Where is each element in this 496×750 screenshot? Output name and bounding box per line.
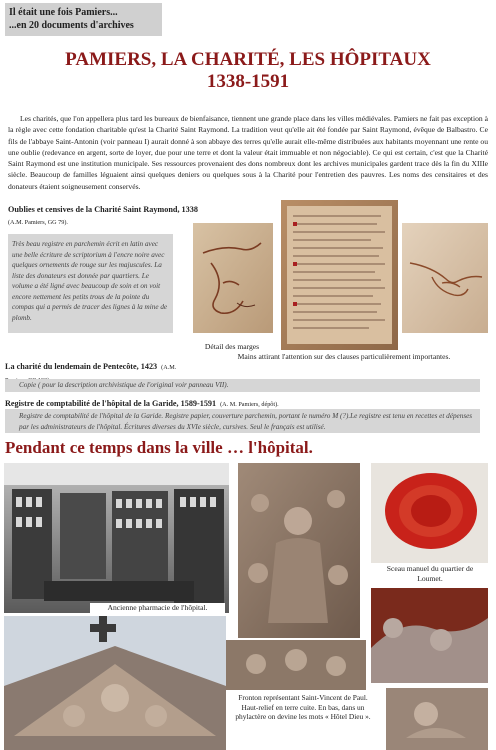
lendemain-note: Copie ( pour la description archivistique de l'original voir panneau VII). (5, 379, 480, 392)
seal-photo (371, 463, 488, 563)
margin-detail-photo-1 (193, 223, 273, 333)
saint-sculpture-photo (238, 463, 360, 638)
pharmacy-photo (4, 463, 229, 613)
series-label-line2: ...en 20 documents d'archives (9, 20, 134, 31)
section-heading: Pendant ce temps dans la ville … l'hôpital. (5, 438, 313, 457)
sculpture-detail-photo (226, 640, 366, 690)
register-page-photo (281, 200, 398, 350)
garide-heading: Registre de comptabilité de l'hôpital de la Garide, 1589-1591 (5, 399, 217, 408)
lendemain-source: (A.M. (161, 364, 177, 371)
intro-paragraph: Les charités, que l'on appellera plus tard les bureaux de bienfaisance, tiennent une grande place dans les villes médiévales. Pamiers ne fait pas exception à la règle avec cette fondation charitable qu'est la Charité Saint Raymond. La tradition veut qu'elle ait été fondée par Saint Raymond, évêque de Balbastro. Ce fils de l'abbaye Saint-Antonin (voir panneau I) aurait donné à son abbaye des terres qu'elle aurait elle-même distribuées aux habitants moyennant une rente ou une oublie (redevance en argent, sorte de loyer, due pour une terre et dont la valeur était immuable et non négociable). Ce qui est certain, c'est que la Charité Saint Raymond est une institution municipale. Ses ressources provenaient des dons nombreux dont les archives municipales gardent trace dès la fin du XIIIe siècle. Beaucoup de familles léguaient ainsi quelques deniers ou quelques sous à la Charité pour l'entretien des pauvres. Les noms des censitaires et des donateurs étaient soigneusement conservés. (8, 114, 488, 191)
oublies-source: (A.M. Pamiers, GG 79). (8, 219, 68, 226)
garide-source: (A. M. Pamiers, dépôt). (220, 401, 279, 408)
oublies-heading: Oublies et censives de la Charité Saint Raymond, 1338 (8, 205, 198, 214)
seal-caption: Sceau manuel du quartier de Loumet. (386, 564, 474, 583)
margin-caption: Détail des marges (204, 342, 260, 351)
terracotta-photo (371, 588, 488, 683)
fronton-caption: Fronton représentant Saint-Vincent de Paul. Haut-relief en terre cuite. En bas, dans un phylactère on devine les mots « Hôtel Dieu ». (235, 693, 371, 721)
margin-detail-photo-2 (402, 223, 488, 333)
series-label (5, 3, 162, 36)
page-title-dates: 1338-1591 (206, 71, 290, 92)
pharmacy-caption: Ancienne pharmacie de l'hôpital. (90, 603, 225, 613)
angel-sculpture-photo (386, 688, 488, 750)
hands-caption: Mains attirant l'attention sur des clauses particulièrement importantes. (237, 352, 451, 361)
series-label-line1: Il était une fois Pamiers... (9, 7, 118, 18)
page-title: PAMIERS, LA CHARITÉ, LES HÔPITAUX (65, 49, 431, 70)
garide-note: Registre de comptabilité de l'hôpital de la Garide. Registre papier, couverture parchemin, portant le numéro M (?).Le registre est tenu en recettes et dépenses par les administrateurs de l'hôpital. Écritures diverses du XVIe siècle, cursives. Seul le français est utilisé. (5, 409, 480, 433)
lendemain-heading: La charité du lendemain de Pentecôte, 1423 (5, 362, 158, 371)
oublies-note: Très beau registre en parchemin écrit en latin avec une belle écriture de scriptorium à l'encre noire avec quelques ornements de rouge sur les majuscules. La liste des donateurs est donnée par quartiers. Le volume a été ligné avec beaucoup de soin et on voit encore nettement les petits trous de la pointe du compas qui a permis de tracer des lignes à la mine de plomb. (8, 234, 173, 333)
fronton-photo (4, 616, 226, 750)
